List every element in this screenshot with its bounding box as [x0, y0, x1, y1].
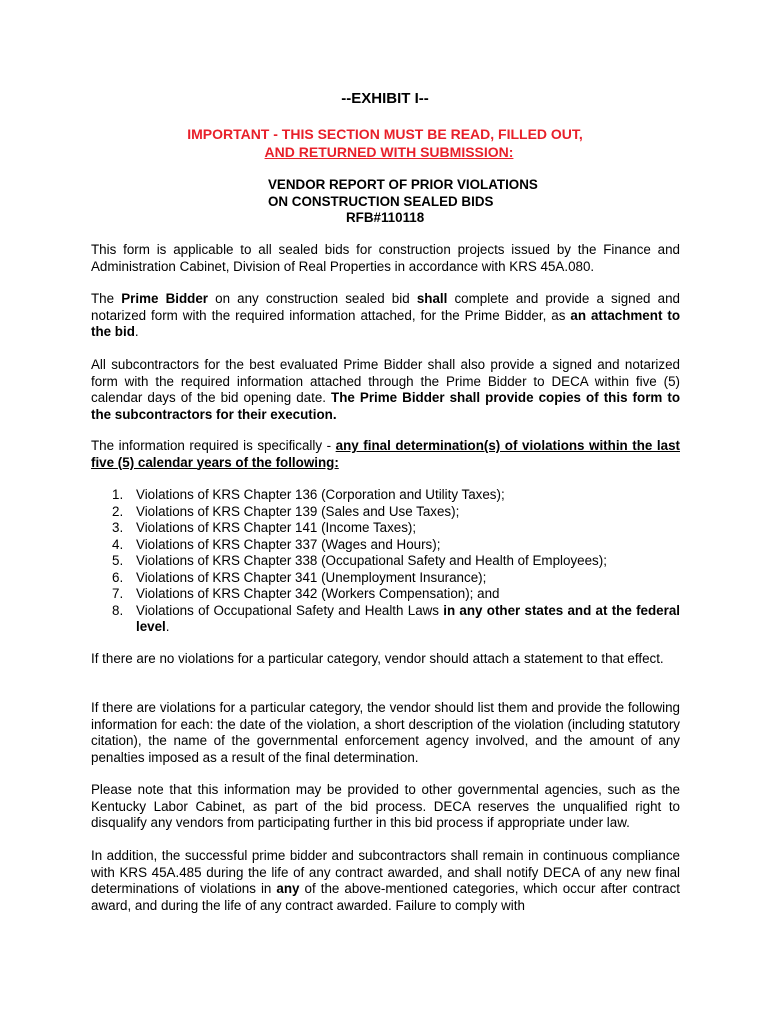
paragraph-information-required-text — [91, 438, 680, 471]
exhibit-title: --EXHIBIT I-- — [341, 90, 429, 107]
list-item — [91, 537, 680, 554]
list-item-text: Violations of KRS Chapter 338 (Occupational Safety and Health of Employees); — [136, 553, 607, 568]
bold-span: an attachment to the bid — [91, 307, 680, 339]
text-span: on any construction sealed bid — [207, 291, 417, 306]
list-item-text: Violations of KRS Chapter 139 (Sales and Use Taxes); — [136, 503, 460, 519]
list-number: 5. — [112, 553, 124, 568]
list-item — [91, 553, 680, 570]
list-item-text: Violations of KRS Chapter 141 (Income Taxes); — [136, 520, 417, 535]
list-item — [91, 487, 680, 504]
list-number: 3. — [112, 520, 124, 535]
paragraph-in-addition-text — [91, 848, 680, 914]
bold-span: Prime Bidder — [121, 291, 208, 306]
paragraph-please-note-text: Please note that this information may be provided to other governmental agencies, such as the Kentucky Labor Cabinet, as part of the bid process. DECA reserves the unqualified right to disqualify any vendors from participating further in this bid process if appropriate under law. — [91, 782, 680, 830]
important-notice — [0, 125, 770, 161]
list-item-text: Violations of KRS Chapter 341 (Unemployment Insurance); — [136, 569, 487, 585]
list-item — [91, 570, 680, 587]
paragraph-subcontractors-text — [91, 357, 680, 423]
list-number: 6. — [112, 569, 124, 585]
paragraph-prime-bidder — [91, 291, 680, 341]
text-span: complete and provide a signed and notarized form with the required information attached, for the Prime Bidder, as — [91, 291, 680, 323]
paragraph-please-note — [91, 782, 680, 832]
list-number: 2. — [112, 503, 124, 519]
text-span: . — [134, 324, 139, 339]
list-number: 1. — [112, 487, 124, 502]
list-item — [91, 504, 680, 521]
violations-list — [91, 487, 680, 636]
paragraph-prime-bidder-text — [91, 291, 680, 341]
paragraph-no-violations-text: If there are no violations for a particular category, vendor should attach a statement to that effect. — [91, 651, 664, 666]
list-item — [91, 520, 680, 537]
bold-span: shall — [416, 291, 448, 306]
list-item-text: Violations of KRS Chapter 136 (Corporation and Utility Taxes); — [136, 487, 505, 502]
paragraph-violations-listing — [91, 700, 680, 766]
list-number: 8. — [112, 602, 124, 618]
list-number: 7. — [112, 586, 124, 601]
report-title-line1: VENDOR REPORT OF PRIOR VIOLATIONS — [268, 177, 538, 192]
list-item — [91, 603, 680, 636]
bold-span: any — [276, 881, 300, 896]
paragraph-information-required — [91, 438, 680, 471]
list-item-text: Violations of KRS Chapter 342 (Workers Compensation); and — [136, 586, 500, 601]
paragraph-subcontractors — [91, 357, 680, 423]
list-item-text: Violations of Occupational Safety and Health Laws — [136, 602, 444, 618]
report-title-line2: ON CONSTRUCTION SEALED BIDS — [268, 193, 494, 209]
list-item — [91, 586, 680, 603]
underlined-span: any final determination(s) of violations within the last five (5) calendar years of the following: — [91, 438, 680, 470]
text-span: In addition, the successful prime bidder and subcontractors shall remain in continuous compliance with KRS 45A.485 during the life of any contract awarded, and shall notify DECA of any new final determinations of violations in — [91, 848, 680, 896]
rfb-number: RFB#110118 — [346, 210, 425, 225]
paragraph-violations-listing-text: If there are violations for a particular category, the vendor should list them and provide the following information for each: the date of the violation, a short description of the violation (including statutory citation), the name of the governmental enforcement agency involved, and the amount of any penalties imposed as a result of the final determination. — [91, 700, 680, 765]
paragraph-applicability-text: This form is applicable to all sealed bids for construction projects issued by the Finance and Administration Cabinet, Division of Real Properties in accordance with KRS 45A.080. — [91, 242, 680, 274]
report-title — [268, 177, 538, 227]
important-notice-line2: AND RETURNED WITH SUBMISSION: — [264, 144, 514, 160]
list-number: 4. — [112, 536, 124, 552]
list-item-text: Violations of KRS Chapter 337 (Wages and Hours); — [136, 536, 441, 552]
text-span: . — [165, 619, 170, 634]
text-span: All subcontractors for the best evaluated Prime Bidder shall also provide a signed and notarized form with the required information attached through the Prime Bidder to DECA within five (5) calendar days of the bid opening date. — [91, 357, 680, 405]
bold-span: in any other states and at the federal level — [136, 602, 680, 634]
paragraph-no-violations — [91, 651, 680, 668]
paragraph-in-addition — [91, 848, 680, 914]
important-notice-line1: IMPORTANT - THIS SECTION MUST BE READ, FILLED OUT, — [187, 126, 583, 142]
paragraph-applicability — [91, 242, 680, 275]
text-span: The information required is specifically - — [91, 438, 336, 453]
bold-span: The Prime Bidder shall provide copies of this form to the subcontractors for their execution. — [91, 390, 680, 422]
text-span: The — [91, 291, 122, 306]
text-span: of the above-mentioned categories, which occur after contract award, and during the life of any contract awarded. Failure to comply with — [91, 881, 680, 913]
